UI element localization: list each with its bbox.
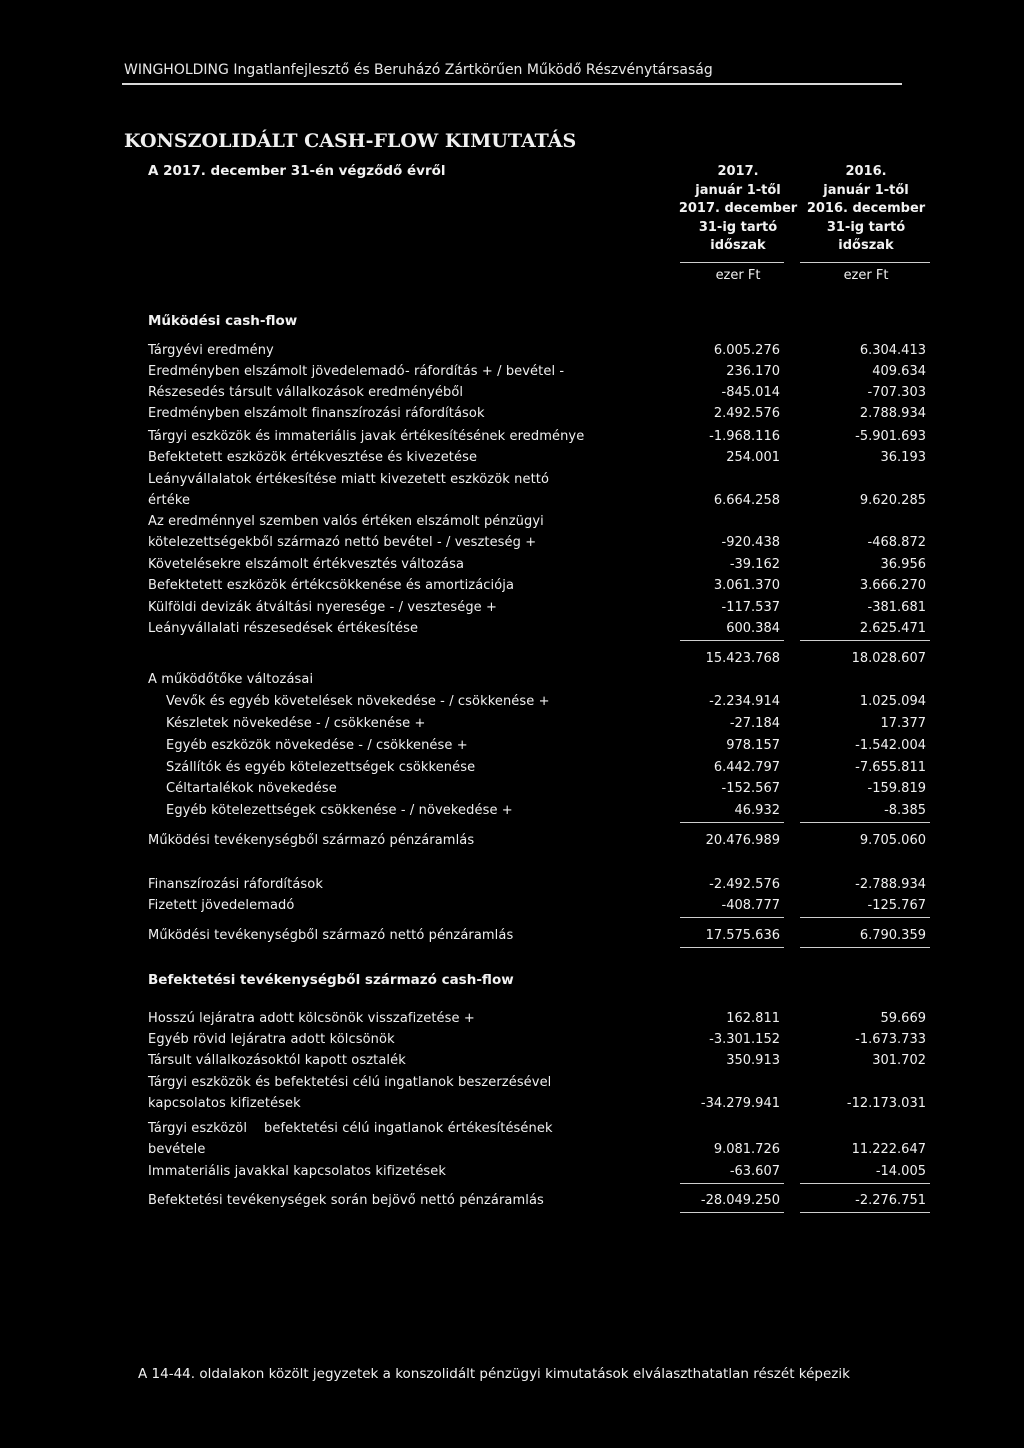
- row-value-2017: -152.567: [721, 781, 780, 796]
- row-value-2017: 254.001: [726, 450, 780, 465]
- row-label: Tárgyi eszközöl befektetési célú ingatlanok értékesítésének: [148, 1121, 553, 1136]
- column-header-line: 2017.: [717, 164, 759, 179]
- row-value-2017: -2.234.914: [709, 694, 780, 709]
- row-label-line2: kötelezettségekből származó nettó bevétel - / veszteség +: [148, 535, 537, 550]
- row-label: Tárgyi eszközök és immateriális javak értékesítésének eredménye: [148, 429, 585, 444]
- row-value-2016: -707.303: [867, 385, 926, 400]
- subtotal-rule: [680, 1183, 784, 1184]
- row-value-2016: 1.025.094: [859, 694, 926, 709]
- row-value-2017: -117.537: [721, 600, 780, 615]
- row-value-2016: -8.385: [884, 803, 926, 818]
- row-value-2017: -845.014: [721, 385, 780, 400]
- row-value-2016: 409.634: [872, 364, 926, 379]
- row-value-2017: -1.968.116: [709, 429, 780, 444]
- row-value-2016: 3.666.270: [859, 578, 926, 593]
- row-value-2017: 236.170: [726, 364, 780, 379]
- row-value-2016: -159.819: [867, 781, 926, 796]
- company-header: WINGHOLDING Ingatlanfejlesztő és Beruházó Zártkörűen Működő Részvénytársaság: [124, 62, 713, 78]
- header-divider: [122, 83, 902, 85]
- section-title-operating: Működési cash-flow: [148, 313, 298, 329]
- footnote: A 14-44. oldalakon közölt jegyzetek a konszolidált pénzügyi kimutatások elválaszthatatlan részét képezik: [138, 1366, 850, 1382]
- row-label: Finanszírozási ráfordítások: [148, 877, 323, 892]
- row-value-2016: 2.625.471: [859, 621, 926, 636]
- column-header-line: 31-ig tartó: [826, 219, 906, 235]
- column-header-2017: [672, 163, 804, 256]
- row-value-2017: 978.157: [726, 738, 780, 753]
- subtotal-value-2017: 15.423.768: [705, 651, 780, 666]
- subtotal-rule: [680, 917, 784, 918]
- row-label: Egyéb rövid lejáratra adott kölcsönök: [148, 1032, 395, 1047]
- row-label-total: Befektetési tevékenységek során bejövő nettó pénzáramlás: [148, 1193, 544, 1208]
- row-value-2016: -2.788.934: [855, 877, 926, 892]
- row-value-2016: 36.193: [880, 450, 926, 465]
- row-value-2016: -1.542.004: [855, 738, 926, 753]
- row-value-2016: 301.702: [872, 1053, 926, 1068]
- row-value-2016: 11.222.647: [851, 1142, 926, 1157]
- column-rule: [680, 262, 784, 263]
- row-label: Társult vállalkozásoktól kapott osztalék: [148, 1053, 406, 1068]
- row-label: Eredményben elszámolt jövedelemadó- ráfordítás + / bevétel -: [148, 364, 565, 379]
- column-header-line: 2016. december: [806, 201, 926, 216]
- page-title: KONSZOLIDÁLT CASH-FLOW KIMUTATÁS: [124, 130, 577, 152]
- row-value-2017: 162.811: [726, 1011, 780, 1026]
- section-title-investing: Befektetési tevékenységből származó cash-flow: [148, 972, 514, 988]
- row-value-2017: 9.081.726: [713, 1142, 780, 1157]
- row-value-2016: -2.276.751: [855, 1193, 926, 1208]
- row-value-2016: -381.681: [867, 600, 926, 615]
- subtotal-rule: [680, 640, 784, 641]
- row-value-2016: 6.304.413: [859, 343, 926, 358]
- column-rule: [800, 262, 930, 263]
- row-value-2016: -468.872: [867, 535, 926, 550]
- row-label-line2: kapcsolatos kifizetések: [148, 1096, 301, 1111]
- row-label-line2: értéke: [148, 493, 191, 508]
- total-rule: [680, 1212, 784, 1213]
- row-label-total: Működési tevékenységből származó pénzáramlás: [148, 833, 475, 848]
- row-value-2017: 600.384: [726, 621, 780, 636]
- row-label: Külföldi devizák átváltási nyeresége - / vesztesége +: [148, 600, 497, 615]
- row-value-2016: -125.767: [867, 898, 926, 913]
- row-label: Tárgyi eszközök és befektetési célú ingatlanok beszerzésével: [148, 1075, 552, 1090]
- section-title-working-capital: A működőtőke változásai: [148, 672, 314, 687]
- row-value-2016: -7.655.811: [855, 760, 926, 775]
- row-label: Leányvállalatok értékesítése miatt kivezetett eszközök nettó: [148, 472, 550, 487]
- row-value-2016: -1.673.733: [855, 1032, 926, 1047]
- row-value-2016: 36.956: [880, 557, 926, 572]
- row-label: Fizetett jövedelemadó: [148, 898, 295, 913]
- row-value-2017: 2.492.576: [713, 406, 780, 421]
- row-label: Egyéb kötelezettségek csökkenése - / növekedése +: [166, 803, 513, 818]
- row-label: Egyéb eszközök növekedése - / csökkenése +: [166, 738, 468, 753]
- column-header-line: 31-ig tartó: [698, 219, 778, 235]
- row-value-2016: 17.377: [880, 716, 926, 731]
- row-label: Szállítók és egyéb kötelezettségek csökkenése: [166, 760, 476, 775]
- row-label: Leányvállalati részesedések értékesítése: [148, 621, 419, 636]
- row-value-2016: -5.901.693: [855, 429, 926, 444]
- unit-label-2016: ezer Ft: [843, 268, 889, 283]
- row-value-2017: 6.664.258: [713, 493, 780, 508]
- total-rule: [800, 947, 930, 948]
- column-header-line: január 1-től: [695, 182, 781, 198]
- unit-label-2017: ezer Ft: [715, 268, 761, 283]
- row-label: Az eredménnyel szemben valós értéken elszámolt pénzügyi: [148, 514, 544, 529]
- total-rule: [800, 1212, 930, 1213]
- row-value-2017: -3.301.152: [709, 1032, 780, 1047]
- subtotal-rule: [800, 640, 930, 641]
- row-label: Hosszú lejáratra adott kölcsönök visszafizetése +: [148, 1011, 475, 1026]
- row-value-2017: -34.279.941: [700, 1096, 780, 1111]
- subtotal-rule: [800, 917, 930, 918]
- row-label: Céltartalékok növekedése: [166, 781, 337, 796]
- row-value-2017: 46.932: [734, 803, 780, 818]
- row-value-2017: -28.049.250: [700, 1193, 780, 1208]
- column-header-2016: [800, 163, 932, 256]
- row-value-2017: 350.913: [726, 1053, 780, 1068]
- page-subtitle: A 2017. december 31-én végződő évről: [148, 163, 446, 179]
- row-label: Követelésekre elszámolt értékvesztés változása: [148, 557, 465, 572]
- total-rule: [680, 947, 784, 948]
- row-value-2017: -63.607: [729, 1164, 780, 1179]
- row-label: Immateriális javakkal kapcsolatos kifizetések: [148, 1164, 447, 1179]
- row-value-2017: 6.005.276: [713, 343, 780, 358]
- row-label: Tárgyévi eredmény: [148, 343, 274, 358]
- row-value-2017: 6.442.797: [713, 760, 780, 775]
- row-value-2017: -27.184: [729, 716, 780, 731]
- row-value-2017: 17.575.636: [705, 928, 780, 943]
- row-value-2016: 2.788.934: [859, 406, 926, 421]
- row-value-2016: 9.705.060: [859, 833, 926, 848]
- row-value-2016: -12.173.031: [846, 1096, 926, 1111]
- row-value-2017: -39.162: [729, 557, 780, 572]
- row-value-2017: 20.476.989: [705, 833, 780, 848]
- row-value-2016: 6.790.359: [859, 928, 926, 943]
- row-label: Eredményben elszámolt finanszírozási ráfordítások: [148, 406, 485, 421]
- column-header-line: időszak: [710, 238, 766, 253]
- row-value-2017: -2.492.576: [709, 877, 780, 892]
- row-label: Vevők és egyéb követelések növekedése - / csökkenése +: [166, 694, 550, 709]
- row-value-2017: 3.061.370: [713, 578, 780, 593]
- row-value-2017: -408.777: [721, 898, 780, 913]
- column-header-line: január 1-től: [823, 182, 909, 198]
- column-header-line: 2016.: [845, 164, 887, 179]
- column-header-line: időszak: [838, 238, 894, 253]
- subtotal-rule: [800, 1183, 930, 1184]
- subtotal-rule: [680, 822, 784, 823]
- row-label-line2: bevétele: [148, 1142, 206, 1157]
- row-value-2017: -920.438: [721, 535, 780, 550]
- row-label: Részesedés társult vállalkozások eredményéből: [148, 385, 464, 400]
- row-value-2016: 9.620.285: [859, 493, 926, 508]
- row-label: Készletek növekedése - / csökkenése +: [166, 716, 426, 731]
- column-header-line: 2017. december: [678, 201, 798, 216]
- subtotal-value-2016: 18.028.607: [851, 651, 926, 666]
- subtotal-rule: [800, 822, 930, 823]
- row-label: Befektetett eszközök értékcsökkenése és amortizációja: [148, 578, 515, 593]
- row-value-2016: 59.669: [880, 1011, 926, 1026]
- row-label-total: Működési tevékenységből származó nettó pénzáramlás: [148, 928, 514, 943]
- row-label: Befektetett eszközök értékvesztése és kivezetése: [148, 450, 478, 465]
- row-value-2016: -14.005: [875, 1164, 926, 1179]
